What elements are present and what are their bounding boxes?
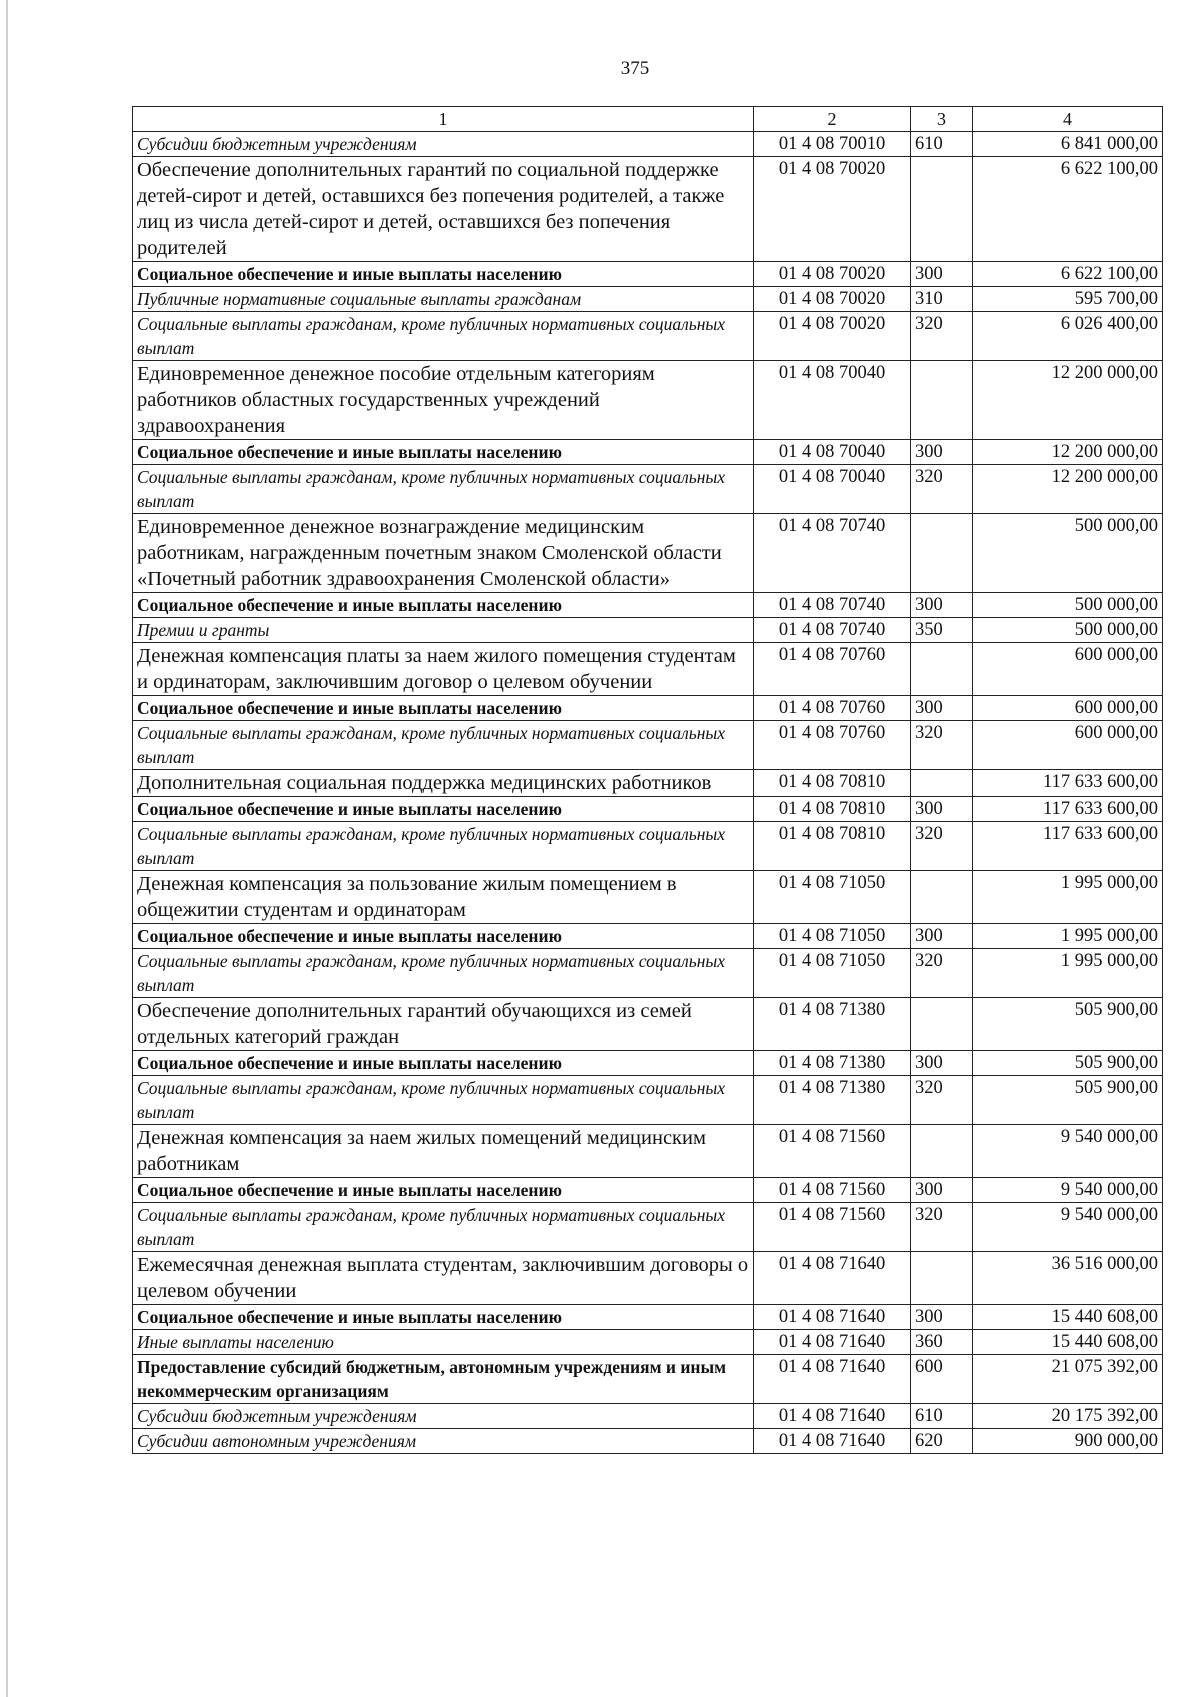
row-name: Социальное обеспечение и иные выплаты населению <box>133 1305 754 1330</box>
row-code: 01 4 08 70760 <box>754 696 911 721</box>
row-amount: 9 540 000,00 <box>973 1125 1163 1178</box>
table-row <box>133 1203 1163 1252</box>
row-amount: 6 026 400,00 <box>973 312 1163 361</box>
row-name: Социальное обеспечение и иные выплаты населению <box>133 696 754 721</box>
table-row <box>133 1429 1163 1454</box>
table-row <box>133 440 1163 465</box>
row-code: 01 4 08 71640 <box>754 1429 911 1454</box>
row-amount: 1 995 000,00 <box>973 924 1163 949</box>
row-expense-type <box>911 514 973 593</box>
header-col-1: 1 <box>133 107 754 132</box>
row-code: 01 4 08 71640 <box>754 1330 911 1355</box>
row-expense-type: 320 <box>911 1203 973 1252</box>
row-name: Социальные выплаты гражданам, кроме публичных нормативных социальных выплат <box>133 1203 754 1252</box>
row-name: Публичные нормативные социальные выплаты гражданам <box>133 287 754 312</box>
row-code: 01 4 08 71380 <box>754 998 911 1051</box>
row-name: Социальное обеспечение и иные выплаты населению <box>133 924 754 949</box>
row-name: Социальное обеспечение и иные выплаты населению <box>133 1051 754 1076</box>
row-name: Субсидии бюджетным учреждениям <box>133 132 754 157</box>
row-amount: 15 440 608,00 <box>973 1305 1163 1330</box>
table-row <box>133 924 1163 949</box>
row-code: 01 4 08 70020 <box>754 312 911 361</box>
table-row <box>133 157 1163 262</box>
row-expense-type: 300 <box>911 593 973 618</box>
row-expense-type: 360 <box>911 1330 973 1355</box>
row-code: 01 4 08 70010 <box>754 132 911 157</box>
row-code: 01 4 08 70040 <box>754 361 911 440</box>
row-expense-type: 320 <box>911 312 973 361</box>
header-col-2: 2 <box>754 107 911 132</box>
row-expense-type <box>911 643 973 696</box>
table-row <box>133 132 1163 157</box>
row-amount: 6 622 100,00 <box>973 262 1163 287</box>
row-code: 01 4 08 71640 <box>754 1252 911 1305</box>
row-code: 01 4 08 70020 <box>754 262 911 287</box>
row-expense-type: 320 <box>911 949 973 998</box>
row-expense-type: 610 <box>911 1404 973 1429</box>
row-expense-type: 310 <box>911 287 973 312</box>
row-code: 01 4 08 71640 <box>754 1305 911 1330</box>
row-name: Социальные выплаты гражданам, кроме публичных нормативных социальных выплат <box>133 465 754 514</box>
row-amount: 505 900,00 <box>973 998 1163 1051</box>
table-row <box>133 262 1163 287</box>
row-expense-type <box>911 998 973 1051</box>
row-amount: 600 000,00 <box>973 721 1163 770</box>
row-expense-type <box>911 361 973 440</box>
table-row <box>133 871 1163 924</box>
row-amount: 12 200 000,00 <box>973 361 1163 440</box>
row-amount: 505 900,00 <box>973 1076 1163 1125</box>
budget-table <box>132 106 1163 1454</box>
row-name: Денежная компенсация за наем жилых помещений медицинским работникам <box>133 1125 754 1178</box>
row-name: Иные выплаты населению <box>133 1330 754 1355</box>
row-name: Социальное обеспечение и иные выплаты населению <box>133 797 754 822</box>
row-expense-type: 610 <box>911 132 973 157</box>
row-code: 01 4 08 71560 <box>754 1203 911 1252</box>
row-amount: 600 000,00 <box>973 696 1163 721</box>
table-row <box>133 1125 1163 1178</box>
table-row <box>133 721 1163 770</box>
row-amount: 117 633 600,00 <box>973 797 1163 822</box>
row-name: Социальные выплаты гражданам, кроме публичных нормативных социальных выплат <box>133 822 754 871</box>
row-amount: 595 700,00 <box>973 287 1163 312</box>
row-name: Социальные выплаты гражданам, кроме публичных нормативных социальных выплат <box>133 721 754 770</box>
row-amount: 117 633 600,00 <box>973 822 1163 871</box>
row-expense-type: 320 <box>911 465 973 514</box>
row-expense-type: 320 <box>911 721 973 770</box>
table-row <box>133 1404 1163 1429</box>
row-name: Социальное обеспечение и иные выплаты населению <box>133 593 754 618</box>
table-row <box>133 287 1163 312</box>
row-expense-type: 300 <box>911 696 973 721</box>
row-expense-type <box>911 770 973 797</box>
table-row <box>133 770 1163 797</box>
table-row <box>133 465 1163 514</box>
row-amount: 9 540 000,00 <box>973 1178 1163 1203</box>
row-name: Социальное обеспечение и иные выплаты населению <box>133 1178 754 1203</box>
row-amount: 12 200 000,00 <box>973 440 1163 465</box>
row-expense-type: 300 <box>911 1178 973 1203</box>
row-amount: 36 516 000,00 <box>973 1252 1163 1305</box>
row-code: 01 4 08 70740 <box>754 618 911 643</box>
row-name: Единовременное денежное вознаграждение медицинским работникам, награжденным почетным знаком Смоленской области «Почетный работник здравоохранения Смоленской области» <box>133 514 754 593</box>
table-row <box>133 1330 1163 1355</box>
table-row <box>133 1252 1163 1305</box>
row-amount: 1 995 000,00 <box>973 871 1163 924</box>
table-row <box>133 1178 1163 1203</box>
row-amount: 6 622 100,00 <box>973 157 1163 262</box>
row-name: Социальное обеспечение и иные выплаты населению <box>133 440 754 465</box>
row-name: Предоставление субсидий бюджетным, автономным учреждениям и иным некоммерческим организациям <box>133 1355 754 1404</box>
row-expense-type: 300 <box>911 924 973 949</box>
row-name: Обеспечение дополнительных гарантий обучающихся из семей отдельных категорий граждан <box>133 998 754 1051</box>
row-name: Субсидии бюджетным учреждениям <box>133 1404 754 1429</box>
row-code: 01 4 08 70740 <box>754 514 911 593</box>
table-row <box>133 949 1163 998</box>
row-expense-type: 300 <box>911 262 973 287</box>
table-header-row <box>133 107 1163 132</box>
row-code: 01 4 08 71640 <box>754 1404 911 1429</box>
row-code: 01 4 08 71560 <box>754 1178 911 1203</box>
row-expense-type: 300 <box>911 440 973 465</box>
table-row <box>133 361 1163 440</box>
row-name: Денежная компенсация платы за наем жилого помещения студентам и ординаторам, заключившим договор о целевом обучении <box>133 643 754 696</box>
row-name: Ежемесячная денежная выплата студентам, заключившим договоры о целевом обучении <box>133 1252 754 1305</box>
row-expense-type: 300 <box>911 797 973 822</box>
row-expense-type: 350 <box>911 618 973 643</box>
row-name: Премии и гранты <box>133 618 754 643</box>
row-name: Социальные выплаты гражданам, кроме публичных нормативных социальных выплат <box>133 1076 754 1125</box>
row-code: 01 4 08 70810 <box>754 797 911 822</box>
row-amount: 500 000,00 <box>973 593 1163 618</box>
row-expense-type: 300 <box>911 1051 973 1076</box>
row-expense-type: 600 <box>911 1355 973 1404</box>
row-amount: 900 000,00 <box>973 1429 1163 1454</box>
header-col-3: 3 <box>911 107 973 132</box>
row-code: 01 4 08 71380 <box>754 1076 911 1125</box>
row-amount: 1 995 000,00 <box>973 949 1163 998</box>
row-code: 01 4 08 70040 <box>754 465 911 514</box>
row-amount: 21 075 392,00 <box>973 1355 1163 1404</box>
row-name: Обеспечение дополнительных гарантий по социальной поддержке детей-сирот и детей, оставшихся без попечения родителей, а также лиц из числа детей-сирот и детей, оставшихся без попечения родителей <box>133 157 754 262</box>
row-expense-type <box>911 1252 973 1305</box>
row-name: Дополнительная социальная поддержка медицинских работников <box>133 770 754 797</box>
row-code: 01 4 08 70740 <box>754 593 911 618</box>
row-amount: 6 841 000,00 <box>973 132 1163 157</box>
row-name: Субсидии автономным учреждениям <box>133 1429 754 1454</box>
table-row <box>133 643 1163 696</box>
row-code: 01 4 08 71380 <box>754 1051 911 1076</box>
row-code: 01 4 08 70760 <box>754 643 911 696</box>
row-code: 01 4 08 70810 <box>754 770 911 797</box>
row-amount: 20 175 392,00 <box>973 1404 1163 1429</box>
header-col-4: 4 <box>973 107 1163 132</box>
table-row <box>133 593 1163 618</box>
row-name: Социальное обеспечение и иные выплаты населению <box>133 262 754 287</box>
row-expense-type: 620 <box>911 1429 973 1454</box>
row-amount: 505 900,00 <box>973 1051 1163 1076</box>
row-code: 01 4 08 71560 <box>754 1125 911 1178</box>
row-amount: 500 000,00 <box>973 618 1163 643</box>
row-expense-type: 320 <box>911 822 973 871</box>
table-row <box>133 822 1163 871</box>
row-code: 01 4 08 71050 <box>754 949 911 998</box>
row-expense-type <box>911 157 973 262</box>
table-row <box>133 312 1163 361</box>
row-amount: 15 440 608,00 <box>973 1330 1163 1355</box>
page-number: 375 <box>620 58 650 79</box>
budget-table-body <box>133 107 1163 1454</box>
row-name: Денежная компенсация за пользование жилым помещением в общежитии студентам и ординаторам <box>133 871 754 924</box>
table-row <box>133 696 1163 721</box>
row-name: Социальные выплаты гражданам, кроме публичных нормативных социальных выплат <box>133 949 754 998</box>
row-name: Социальные выплаты гражданам, кроме публичных нормативных социальных выплат <box>133 312 754 361</box>
row-name: Единовременное денежное пособие отдельным категориям работников областных государственных учреждений здравоохранения <box>133 361 754 440</box>
row-expense-type <box>911 871 973 924</box>
table-row <box>133 618 1163 643</box>
row-code: 01 4 08 71050 <box>754 871 911 924</box>
scan-edge-line <box>6 0 8 1697</box>
table-row <box>133 1051 1163 1076</box>
row-code: 01 4 08 70810 <box>754 822 911 871</box>
row-expense-type: 300 <box>911 1305 973 1330</box>
row-code: 01 4 08 70020 <box>754 287 911 312</box>
table-row <box>133 1305 1163 1330</box>
row-code: 01 4 08 71050 <box>754 924 911 949</box>
row-code: 01 4 08 70020 <box>754 157 911 262</box>
table-row <box>133 514 1163 593</box>
row-amount: 9 540 000,00 <box>973 1203 1163 1252</box>
table-row <box>133 1355 1163 1404</box>
row-amount: 12 200 000,00 <box>973 465 1163 514</box>
table-row <box>133 1076 1163 1125</box>
table-row <box>133 797 1163 822</box>
row-code: 01 4 08 70040 <box>754 440 911 465</box>
table-row <box>133 998 1163 1051</box>
row-amount: 600 000,00 <box>973 643 1163 696</box>
row-amount: 117 633 600,00 <box>973 770 1163 797</box>
row-code: 01 4 08 70760 <box>754 721 911 770</box>
row-expense-type: 320 <box>911 1076 973 1125</box>
row-amount: 500 000,00 <box>973 514 1163 593</box>
row-expense-type <box>911 1125 973 1178</box>
row-code: 01 4 08 71640 <box>754 1355 911 1404</box>
